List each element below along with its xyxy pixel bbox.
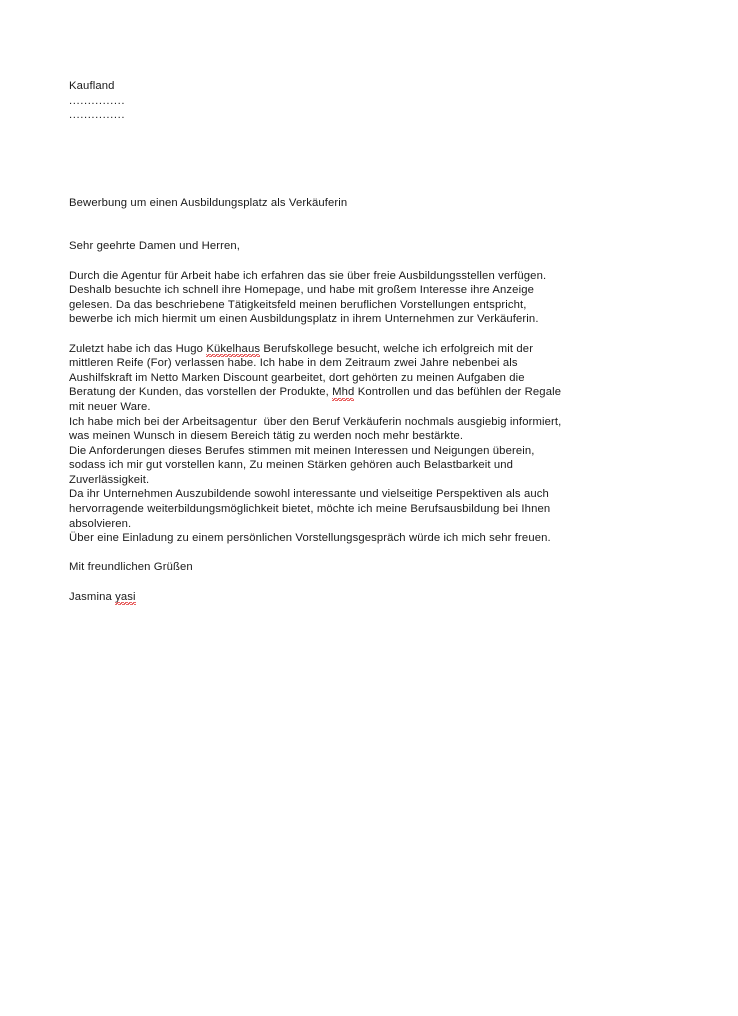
recipient-company: Kaufland <box>69 80 115 92</box>
misspelled-word-lastname: yasi <box>115 590 136 603</box>
spacer-before-signature <box>69 575 669 590</box>
paragraph-main-line-5: mit neuer Ware. <box>69 400 151 413</box>
paragraph-main-line-12: hervorragende weiterbildungsmöglichkeit bietet, möchte ich meine Berufsausbildung bei Ihnen <box>69 503 551 516</box>
paragraph-main-line-8: Die Anforderungen dieses Berufes stimmen mit meinen Interessen und Neigungen überein, <box>69 444 535 457</box>
subject-line: Bewerbung um einen Ausbildungsplatz als Verkäuferin <box>69 196 348 209</box>
spacer-after-subject <box>69 210 669 239</box>
spacer-between-paragraphs <box>69 327 669 342</box>
text-segment: Berufskollege besucht, welche ich erfolgreich mit der <box>260 342 534 355</box>
text-segment: Kontrollen und das befühlen der Regale <box>354 386 562 399</box>
paragraph-main-line-7: was meinen Wunsch in diesem Bereich tätig zu werden noch mehr bestärkte. <box>69 430 464 443</box>
text-segment: Beratung der Kunden, das vorstellen der Produkte, <box>69 386 333 399</box>
signature-first-name: Jasmina <box>69 590 116 603</box>
paragraph-main-line-9: sodass ich mir gut vorstellen kann, Zu meinen Stärken gehören auch Belastbarkeit und <box>69 459 514 472</box>
paragraph-main-line-3: Aushilfskraft im Netto Marken Discount gearbeitet, dort gehörten zu meinen Aufgaben die <box>69 371 525 384</box>
closing-phrase: Mit freundlichen Grüßen <box>69 561 193 574</box>
misspelled-word-kuekelhaus: Kükelhaus <box>206 342 261 355</box>
paragraph-intro-line-4: bewerbe ich mich hiermit um einen Ausbildungsplatz in ihrem Unternehmen zur Verkäuferin. <box>69 313 539 326</box>
paragraph-main-line-11: Da ihr Unternehmen Auszubildende sowohl interessante und vielseitige Perspektiven als auch <box>69 488 549 501</box>
misspelled-word-mhd: Mhd <box>332 386 355 399</box>
paragraph-intro-line-2: Deshalb besuchte ich schnell ihre Homepage, und habe mit großem Interesse ihre Anzeige <box>69 284 534 297</box>
paragraph-main-line-1 <box>69 342 669 357</box>
paragraph-main-line-10: Zuverlässigkeit. <box>69 473 150 486</box>
letter-body <box>69 79 669 604</box>
recipient-address-placeholder-1: ............... <box>69 94 126 107</box>
recipient-address-placeholder-2: ............... <box>69 109 126 122</box>
spacer-after-salutation <box>69 254 669 269</box>
spacer-after-recipient <box>69 123 669 196</box>
paragraph-main-line-2: mittleren Reife (For) verlassen habe. Ich habe in dem Zeitraum zwei Jahre nebenbei als <box>69 357 518 370</box>
paragraph-main <box>69 342 669 546</box>
paragraph-intro-line-3: gelesen. Da das beschriebene Tätigkeitsfeld meinen beruflichen Vorstellungen entspricht, <box>69 298 527 311</box>
text-segment: Zuletzt habe ich das Hugo <box>69 342 207 355</box>
paragraph-intro <box>69 269 669 327</box>
paragraph-main-line-14: Über eine Einladung zu einem persönlichen Vorstellungsgespräch würde ich mich sehr freuen. <box>69 532 551 545</box>
salutation: Sehr geehrte Damen und Herren, <box>69 240 241 253</box>
spacer-before-closing <box>69 546 669 561</box>
paragraph-main-line-6: Ich habe mich bei der Arbeitsagentur über den Beruf Verkäuferin nochmals ausgiebig informiert, <box>69 415 562 428</box>
paragraph-main-line-13: absolvieren. <box>69 517 132 530</box>
recipient-block <box>69 79 669 123</box>
paragraph-main-line-4 <box>69 385 669 400</box>
signature-name <box>69 590 669 605</box>
paragraph-intro-line-1: Durch die Agentur für Arbeit habe ich erfahren das sie über freie Ausbildungsstellen verfügen. <box>69 269 547 282</box>
